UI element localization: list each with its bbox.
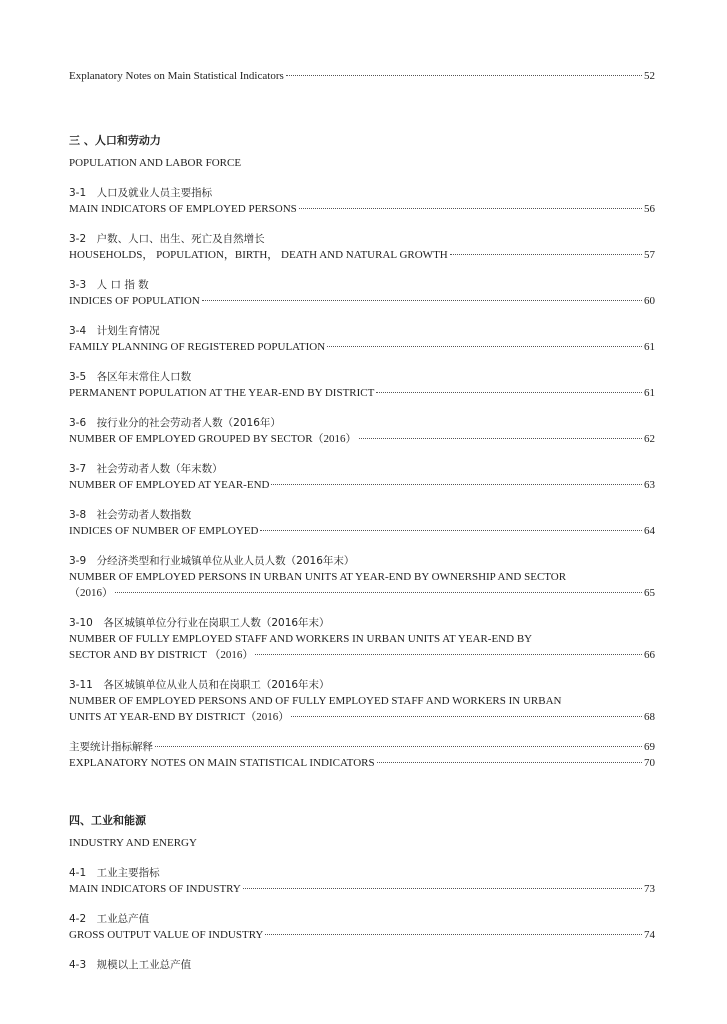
section-3-title-en: POPULATION AND LABOR FORCE bbox=[69, 157, 242, 169]
page-number: 52 bbox=[644, 70, 655, 82]
entry-title-en: NUMBER OF FULLY EMPLOYED STAFF AND WORKERS IN URBAN UNITS AT YEAR-END BY bbox=[69, 633, 533, 645]
page-number: 63 bbox=[644, 479, 655, 491]
page-number: 74 bbox=[644, 929, 655, 941]
section-4-title-en: INDUSTRY AND ENERGY bbox=[69, 837, 197, 849]
entry-title-en: NUMBER OF EMPLOYED GROUPED BY SECTOR（2016） bbox=[69, 433, 357, 445]
dot-leader bbox=[359, 438, 642, 439]
dot-leader bbox=[255, 654, 642, 655]
toc-entry[interactable] bbox=[69, 911, 655, 943]
dot-leader bbox=[265, 934, 642, 935]
entry-title-en: GROSS OUTPUT VALUE OF INDUSTRY bbox=[69, 929, 264, 941]
page-number: 57 bbox=[644, 249, 655, 261]
dot-leader bbox=[327, 346, 642, 347]
entry-title-cn: 4-2 工业总产值 bbox=[69, 913, 150, 925]
entry-title-cn: 3-8 社会劳动者人数指数 bbox=[69, 509, 192, 521]
entry-title-en: INDICES OF NUMBER OF EMPLOYED bbox=[69, 525, 259, 537]
page-number: 61 bbox=[644, 387, 655, 399]
entry-title-cn: 4-3 规模以上工业总产值 bbox=[69, 959, 192, 971]
dot-leader bbox=[291, 716, 642, 717]
page-number: 61 bbox=[644, 341, 655, 353]
toc-entry-explanatory-notes[interactable] bbox=[69, 68, 655, 84]
toc-entry[interactable] bbox=[69, 461, 655, 493]
dot-leader bbox=[271, 484, 642, 485]
entry-title-cn: 3-1 人口及就业人员主要指标 bbox=[69, 187, 213, 199]
toc-entry[interactable] bbox=[69, 185, 655, 217]
toc-entry[interactable] bbox=[69, 231, 655, 263]
page-number: 70 bbox=[644, 757, 655, 769]
entry-title-cn: 4-1 工业主要指标 bbox=[69, 867, 160, 879]
dot-leader bbox=[260, 530, 642, 531]
page-number: 62 bbox=[644, 433, 655, 445]
entry-title-en: NUMBER OF EMPLOYED AT YEAR-END bbox=[69, 479, 270, 491]
page-number: 60 bbox=[644, 295, 655, 307]
section-3-title-cn: 三 、人口和劳动力 bbox=[69, 134, 161, 147]
entry-title-en: INDICES OF POPULATION bbox=[69, 295, 200, 307]
entry-title-en: （2016） bbox=[69, 587, 113, 599]
entry-title-en: FAMILY PLANNING OF REGISTERED POPULATION bbox=[69, 341, 326, 353]
entry-title-cn: 3-10 各区城镇单位分行业在岗职工人数（2016年末） bbox=[69, 617, 330, 629]
dot-leader bbox=[376, 392, 642, 393]
toc-entry[interactable] bbox=[69, 415, 655, 447]
entry-title-cn: 3-3 人 口 指 数 bbox=[69, 279, 149, 291]
dot-leader bbox=[377, 762, 642, 763]
entry-title-en: NUMBER OF EMPLOYED PERSONS IN URBAN UNITS AT YEAR-END BY OWNERSHIP AND SECTOR bbox=[69, 571, 567, 583]
entry-title-cn: 3-7 社会劳动者人数（年末数） bbox=[69, 463, 223, 475]
toc-page bbox=[69, 68, 655, 973]
page-number: 73 bbox=[644, 883, 655, 895]
dot-leader bbox=[286, 75, 642, 76]
entry-title-en: EXPLANATORY NOTES ON MAIN STATISTICAL INDICATORS bbox=[69, 757, 375, 769]
entry-title-cn: 3-11 各区城镇单位从业人员和在岗职工（2016年末） bbox=[69, 679, 330, 691]
toc-entry[interactable] bbox=[69, 553, 655, 601]
page-number: 69 bbox=[644, 741, 655, 753]
entry-title-cn: 3-5 各区年末常住人口数 bbox=[69, 371, 192, 383]
entry-title-cn: 3-6 按行业分的社会劳动者人数（2016年） bbox=[69, 417, 281, 429]
page-number: 68 bbox=[644, 711, 655, 723]
toc-entry[interactable] bbox=[69, 615, 655, 663]
toc-entry[interactable] bbox=[69, 369, 655, 401]
entry-title-cn: 3-2 户数、人口、出生、死亡及自然增长 bbox=[69, 233, 265, 245]
dot-leader bbox=[450, 254, 642, 255]
toc-entry[interactable] bbox=[69, 277, 655, 309]
dot-leader bbox=[299, 208, 642, 209]
toc-entry-notes[interactable] bbox=[69, 739, 655, 771]
page-number: 64 bbox=[644, 525, 655, 537]
dot-leader bbox=[243, 888, 642, 889]
dot-leader bbox=[115, 592, 642, 593]
entry-title-en: UNITS AT YEAR-END BY DISTRICT（2016） bbox=[69, 711, 290, 723]
page-number: 65 bbox=[644, 587, 655, 599]
page-number: 66 bbox=[644, 649, 655, 661]
page-number: 56 bbox=[644, 203, 655, 215]
toc-entry[interactable] bbox=[69, 677, 655, 725]
entry-title: Explanatory Notes on Main Statistical Indicators bbox=[69, 70, 284, 82]
entry-title-en: MAIN INDICATORS OF EMPLOYED PERSONS bbox=[69, 203, 297, 215]
entry-title-en: HOUSEHOLDS， POPULATION，BIRTH， DEATH AND NATURAL GROWTH bbox=[69, 249, 448, 261]
toc-entry[interactable] bbox=[69, 865, 655, 897]
entry-title-cn: 3-4 计划生育情况 bbox=[69, 325, 160, 337]
entry-title-en: NUMBER OF EMPLOYED PERSONS AND OF FULLY EMPLOYED STAFF AND WORKERS IN URBAN bbox=[69, 695, 562, 707]
toc-entry[interactable] bbox=[69, 507, 655, 539]
dot-leader bbox=[202, 300, 642, 301]
entry-title-en: SECTOR AND BY DISTRICT （2016） bbox=[69, 649, 254, 661]
entry-title-cn: 3-9 分经济类型和行业城镇单位从业人员人数（2016年末） bbox=[69, 555, 355, 567]
entry-title-en: MAIN INDICATORS OF INDUSTRY bbox=[69, 883, 241, 895]
entry-title-en: PERMANENT POPULATION AT THE YEAR-END BY DISTRICT bbox=[69, 387, 375, 399]
toc-entry[interactable] bbox=[69, 323, 655, 355]
section-4-title-cn: 四、工业和能源 bbox=[69, 814, 146, 827]
toc-entry[interactable] bbox=[69, 957, 655, 973]
dot-leader bbox=[155, 746, 642, 747]
entry-title-cn: 主要统计指标解释 bbox=[69, 741, 153, 753]
